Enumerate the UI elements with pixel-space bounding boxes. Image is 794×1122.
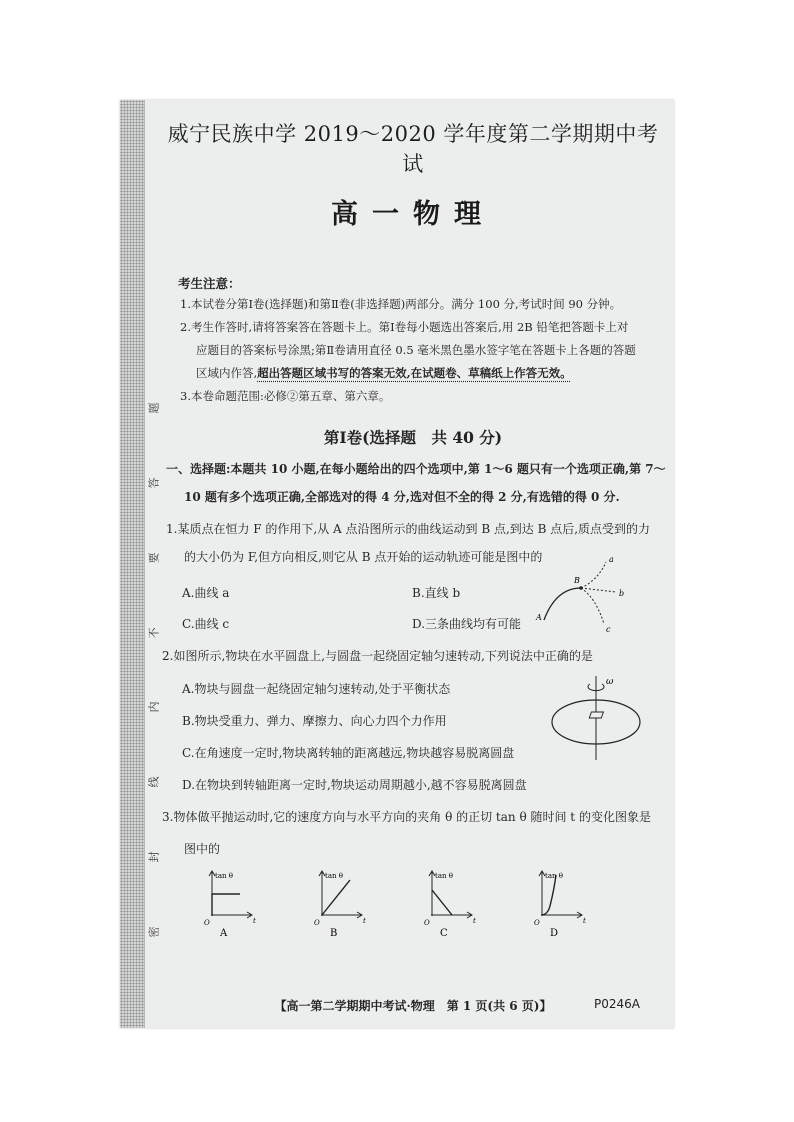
q3-stem-1: 3.物体做平抛运动时,它的速度方向与水平方向的夹角 θ 的正切 tan θ 随时间 t 的变化图象是	[162, 810, 651, 824]
exam-paper	[120, 100, 674, 1028]
notice-heading: 考生注意：	[178, 276, 241, 291]
q3-x-label: t	[583, 917, 586, 925]
q1-stem-2: 的大小仍为 F,但方向相反,则它从 B 点开始的运动轨迹可能是图中的	[184, 550, 543, 564]
subject-title: 高一物理	[331, 199, 495, 230]
paper-code: P0246A	[594, 997, 640, 1011]
section-instruction-2: 10 题有多个选项正确,全部选对的得 4 分,选对但不全的得 2 分,有选错的得 0 分.	[184, 490, 620, 504]
q1-option-a: A.曲线 a	[182, 586, 230, 600]
q3-option-label: A	[220, 928, 228, 939]
notice-line-4-prefix: 区域内作答,	[196, 366, 258, 380]
seal-char: 线	[147, 776, 160, 788]
seal-char: 封	[147, 851, 160, 863]
q3-option-label: D	[550, 928, 559, 939]
page-content	[162, 100, 666, 1028]
exam-title: 威宁民族中学 2019～2020 学年度第二学期期中考试	[167, 122, 659, 176]
section-title: 第Ⅰ卷(选择题 共 40 分)	[323, 428, 503, 447]
q2-option-d: D.在物块到转轴距离一定时,物块运动周期越小,越不容易脱离圆盘	[182, 778, 527, 792]
q3-y-label: tan θ	[325, 872, 343, 880]
q1-label-B: B	[574, 576, 580, 585]
q2-disk-figure	[550, 672, 644, 764]
q1-line-b	[581, 588, 616, 592]
seal-char: 密	[147, 926, 160, 938]
q3-y-label: tan θ	[215, 872, 233, 880]
q1-option-c: C.曲线 c	[182, 617, 230, 631]
notice-line-5: 3.本卷命题范围:必修②第五章、第六章。	[180, 389, 391, 403]
q2-block	[589, 712, 603, 718]
q1-label-a: a	[609, 555, 614, 564]
binding-strip	[120, 100, 145, 1028]
q1-option-b: B.直线 b	[412, 586, 461, 600]
section-instruction-1: 一、选择题:本题共 10 小题,在每小题给出的四个选项中,第 1～6 题只有一个选项正确,第 7～	[166, 462, 666, 476]
q2-stem: 2.如图所示,物块在水平圆盘上,与圆盘一起绕固定轴匀速转动,下列说法中正确的是	[162, 649, 593, 663]
q1-stem-1: 1.某质点在恒力 F 的作用下,从 A 点沿图所示的曲线运动到 B 点,到达 B 点后,质点受到的力	[166, 522, 651, 536]
q3-x-label: t	[363, 917, 366, 925]
q1-label-b: b	[619, 589, 625, 598]
q3-curve	[322, 880, 350, 915]
q3-y-label: tan θ	[545, 872, 563, 880]
q1-curve-a	[581, 562, 606, 588]
q3-origin-label: O	[534, 919, 540, 927]
q1-label-c: c	[606, 625, 611, 634]
q3-curve	[432, 890, 452, 915]
notice-line-4	[196, 365, 572, 381]
q3-curve	[542, 875, 556, 915]
q3-option-label: C	[440, 928, 448, 939]
seal-line-text	[144, 400, 162, 940]
q3-stem-2: 图中的	[184, 842, 221, 856]
q1-curve-ab	[544, 588, 581, 620]
q2-omega-label: ω	[606, 677, 614, 687]
seal-char: 不	[147, 627, 160, 639]
q3-graph-B	[314, 870, 376, 939]
q2-option-c: C.在角速度一定时,物块离转轴的距离越远,物块越容易脱离圆盘	[182, 746, 515, 760]
seal-char: 要	[147, 552, 160, 564]
q3-origin-label: O	[204, 919, 210, 927]
seal-char: 内	[147, 701, 160, 713]
q1-option-d: D.三条曲线均有可能	[412, 617, 522, 631]
q3-x-label: t	[473, 917, 476, 925]
notice-line-3: 应题目的答案标号涂黑;第Ⅱ卷请用直径 0.5 毫米黑色墨水签字笔在答题卡上各题的答题	[196, 343, 636, 357]
q3-x-label: t	[253, 917, 256, 925]
notice-line-2: 2.考生作答时,请将答案答在答题卡上。第Ⅰ卷每小题选出答案后,用 2B 铅笔把答题卡上对	[180, 320, 629, 334]
notice-line-1: 1.本试卷分第Ⅰ卷(选择题)和第Ⅱ卷(非选择题)两部分。满分 100 分,考试时间 90 分钟。	[180, 297, 622, 311]
q1-curve-c	[581, 588, 604, 624]
q3-origin-label: O	[424, 919, 430, 927]
q3-graph-D	[534, 870, 596, 939]
page-footer: 【高一第二学期期中考试·物理 第 1 页(共 6 页)】	[274, 999, 552, 1013]
q3-graph-A	[204, 870, 266, 939]
notice-emphasis: 超出答题区域书写的答案无效,在试题卷、草稿纸上作答无效。	[257, 366, 572, 380]
q2-option-a: A.物块与圆盘一起绕固定轴匀速转动,处于平衡状态	[182, 682, 451, 696]
q3-curve	[212, 894, 240, 915]
q3-graph-C	[424, 870, 486, 939]
q3-y-label: tan θ	[435, 872, 453, 880]
q3-origin-label: O	[314, 919, 320, 927]
seal-char: 答	[147, 477, 160, 489]
q3-option-label: B	[330, 928, 338, 939]
q1-label-A: A	[536, 613, 542, 622]
seal-line	[144, 100, 162, 1028]
seal-char: 题	[147, 402, 160, 414]
q2-option-b: B.物块受重力、弹力、摩擦力、向心力四个力作用	[182, 714, 447, 728]
q1-trajectory-figure	[536, 550, 636, 635]
